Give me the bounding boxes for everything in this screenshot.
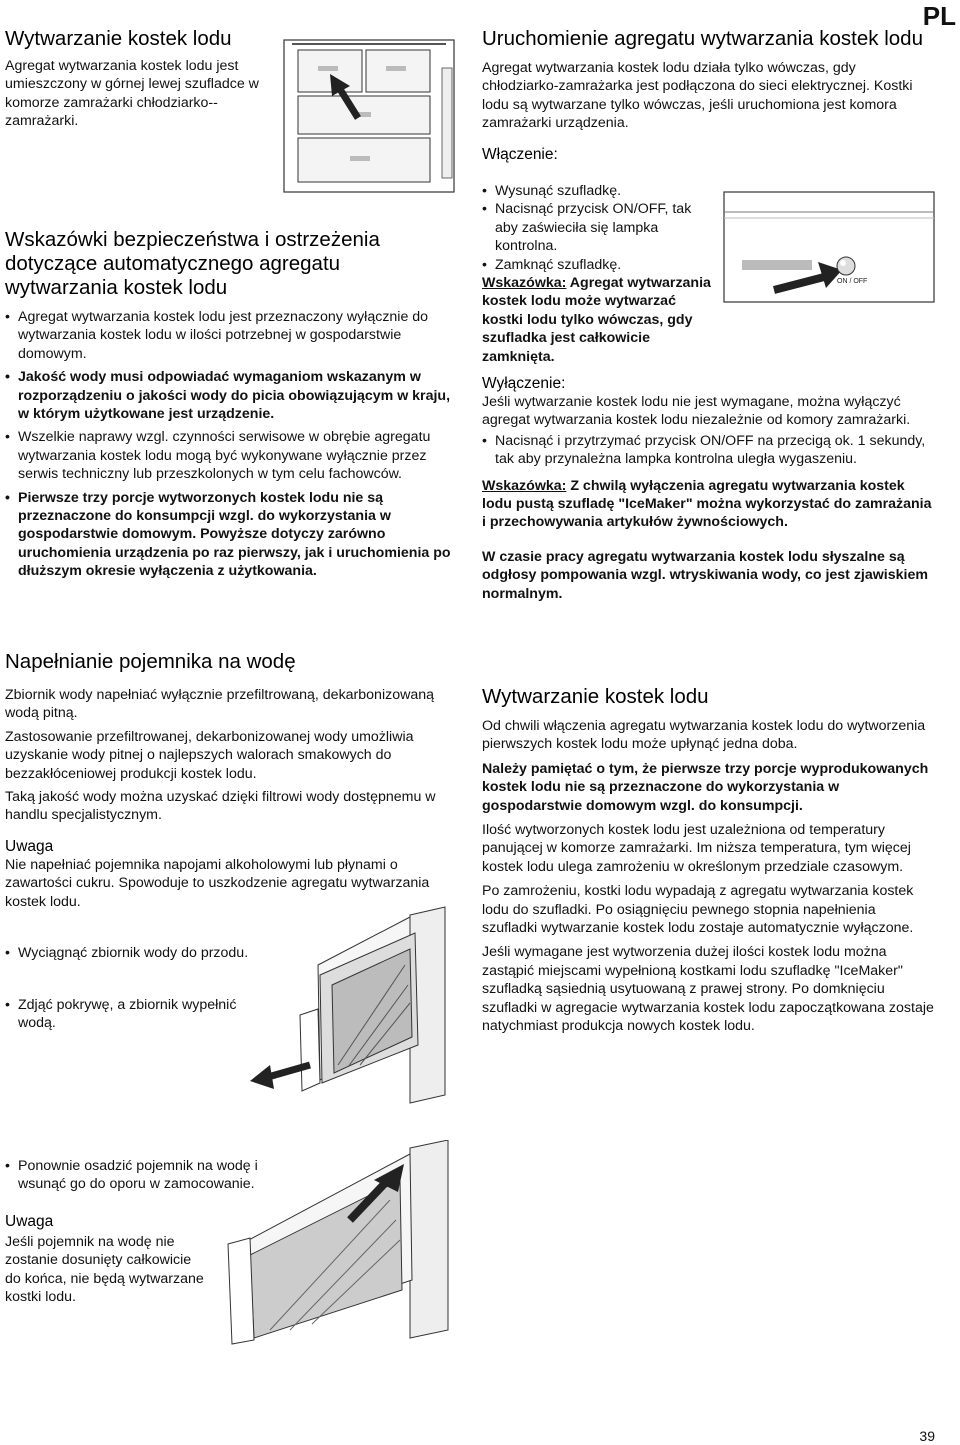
paragraph: Zbiornik wody napełniać wyłącznie przefiltrowaną, dekarbonizowaną wodą pitną.: [5, 687, 435, 722]
off-text: Jeśli wytwarzanie kostek lodu nie jest wymagane, można wyłączyć agregat wytwarzania kostek lodu niezależnie od komory zamrażarki.: [482, 394, 911, 429]
tip-paragraph: [482, 274, 712, 366]
list-item: • Wszelkie naprawy wzgl. czynności serwisowe w obrębie agregatu wytwarzania kostek lodu mogą być wykonywane wyłącznie przez serwis techniczny lub przeszkolonych w tym celu fachowców.: [5, 428, 457, 483]
section-text: Agregat wytwarzania kostek lodu działa tylko wówczas, gdy chłodziarko-zamrażarka jest podłączona do sieci elektrycznej. Kostki lodu są wytwarzane tylko wówczas, jeśli uruchomiona jest komora zamrażarki urządzenia.: [482, 60, 913, 132]
section-ice-production: [482, 685, 934, 1036]
note-text: Nie napełniać pojemnika napojami alkoholowymi lub płynami o zawartości cukru. Spowoduje to uszkodzenie agregatu wytwarzania kostek lodu.: [5, 856, 430, 910]
paragraph: Od chwili włączenia agregatu wytwarzania kostek lodu do wytworzenia pierwszych kostek lodu może upłynąć jedna doba.: [482, 718, 926, 753]
section-title: Wytwarzanie kostek lodu: [5, 27, 232, 50]
water-tank-insert-illustration: [210, 1140, 455, 1345]
page-number: 39: [919, 1428, 935, 1444]
off-steps-list: [482, 432, 934, 469]
tip-text: Agregat wytwarzania kostek lodu może wytwarzać kostki lodu tylko wówczas, gdy szufladka jest całkowicie zamknięta.: [482, 275, 711, 365]
note-text: Jeśli pojemnik na wodę nie zostanie dosunięty całkowicie do końca, nie będą wytwarzane kostki lodu.: [5, 1234, 204, 1306]
list-item: • Agregat wytwarzania kostek lodu jest przeznaczony wyłącznie do wytwarzania kostek lodu w ilości potrzebnej w gospodarstwie domowym.: [5, 308, 457, 363]
section-title: Uruchomienie agregatu wytwarzania kostek lodu: [482, 27, 923, 50]
step-item: • Wyciągnąć zbiornik wody do przodu.: [5, 944, 295, 962]
section-text: Agregat wytwarzania kostek lodu jest umieszczony w górnej lewej szufladce w komorze zamrażarki chłodziarko--zamrażarki.: [5, 58, 259, 130]
on-title: Włączenie:: [482, 145, 558, 163]
noise-note: W czasie pracy agregatu wytwarzania kostek lodu słyszalne są odgłosy pompowania wzgl. wtryskiwania wody, co jest zjawiskiem normalnym.: [482, 548, 928, 602]
step-item: • Ponownie osadzić pojemnik na wodę i wsunąć go do oporu w zamocowanie.: [5, 1157, 305, 1194]
section-icemaker-location: [5, 27, 270, 131]
freezer-drawers-illustration: [280, 38, 460, 198]
paragraph: Ilość wytworzonych kostek lodu jest uzależniona od temperatury panującej w komorze zamrażarki. Im niższa temperatura, tym więcej kostek lodu ulega zamrożeniu w określonym przedziale czasowym.: [482, 822, 911, 875]
list-item: • Pierwsze trzy porcje wytworzonych kostek lodu nie są przeznaczone do konsumpcji wzgl. do wykorzystania w gospodarstwie domowym. Powyższe dotyczy zarówno uruchomienia urządzenia po raz pierwszy, jak i uruchomienia po dłuższym okresie wyłączenia z użytkowania.: [5, 489, 457, 581]
list-item: • Wysunąć szufladkę.: [482, 182, 712, 200]
step-item: • Zdjąć pokrywę, a zbiornik wypełnić wodą.: [5, 996, 245, 1033]
tip2-text: Z chwilą wyłączenia agregatu wytwarzania kostek lodu pustą szufladę "IceMaker" można wykorzystać do zamrażania i przechowywania artykułów żywnościowych.: [482, 477, 932, 531]
section-title: Wskazówki bezpieczeństwa i ostrzeżenia dotyczące automatycznego agregatu wytwarzania kostek lodu: [5, 228, 380, 299]
paragraph: Należy pamiętać o tym, że pierwsze trzy porcje wyprodukowanych kostek lodu nie są przeznaczone do wykorzystania w gospodarstwie domowym wzgl. do konsumpcji.: [482, 760, 929, 814]
list-item: • Nacisnąć przycisk ON/OFF, tak aby zaświeciła się lampka kontrolna.: [482, 200, 712, 255]
section-safety: [5, 228, 457, 586]
water-tank-removal-illustration: [240, 905, 455, 1105]
safety-list: [5, 308, 457, 581]
section-fill-water: [5, 650, 457, 911]
tip-label: Wskazówka:: [482, 275, 567, 291]
language-label: PL: [922, 1, 956, 31]
paragraph: Taką jakość wody można uzyskać dzięki filtrowi wody dostępnemu w handlu specjalistycznym.: [5, 789, 436, 824]
step-list-2: [5, 996, 245, 1038]
list-item: • Nacisnąć i przytrzymać przycisk ON/OFF na przecigą ok. 1 sekundy, tak aby przynależna lampka kontrolna uległa wygaszeniu.: [482, 432, 934, 469]
tip2-label: Wskazówka:: [482, 477, 567, 494]
section-start-icemaker: [482, 27, 934, 164]
paragraph: Po zamrożeniu, kostki lodu wypadają z agregatu wytwarzania kostek lodu do szufladki. Po osiągnięciu pewnego stopnia napełnienia szufladki wytwarzanie kostek lodu zostaje automatycznie wyłączone.: [482, 883, 914, 937]
note-2: [5, 1212, 210, 1307]
note-title: Uwaga: [5, 837, 54, 855]
note-title: Uwaga: [5, 1213, 54, 1230]
on-steps-list: [482, 182, 712, 274]
section-title: Wytwarzanie kostek lodu: [482, 685, 709, 708]
list-item: • Zamknąć szufladkę.: [482, 256, 712, 274]
on-off-button-label: ON / OFF: [837, 278, 868, 285]
paragraph: Zastosowanie przefiltrowanej, dekarbonizowanej wody umożliwia uzyskanie wody pitnej o najlepszych walorach smakowych do bezzakłóceniowej produkcji kostek lodu.: [5, 728, 414, 782]
section-switch-off: [482, 374, 934, 603]
off-title: Wyłączenie:: [482, 375, 566, 392]
list-item: • Jakość wody musi odpowiadać wymaganiom wskazanym w rozporządzeniu o jakości wody do picia obowiązującym w kraju, w którym użytkowane jest urządzenie.: [5, 368, 457, 423]
paragraph: Jeśli wymagane jest wytworzenia dużej ilości kostek lodu można zastąpić miejscami wypełnioną kostkami lodu szufladkę "IceMaker" szufladką sąsiednią usytuowaną z prawej strony. Po domknięciu szufladki w agregacie wytwarzania kostek lodu zapoczątkowana zostaje natychmiast produkcja nowych kostek lodu.: [482, 944, 934, 1035]
on-off-control-illustration: [722, 190, 937, 305]
tip2-paragraph: [482, 477, 934, 532]
section-title: Napełnianie pojemnika na wodę: [5, 650, 296, 673]
